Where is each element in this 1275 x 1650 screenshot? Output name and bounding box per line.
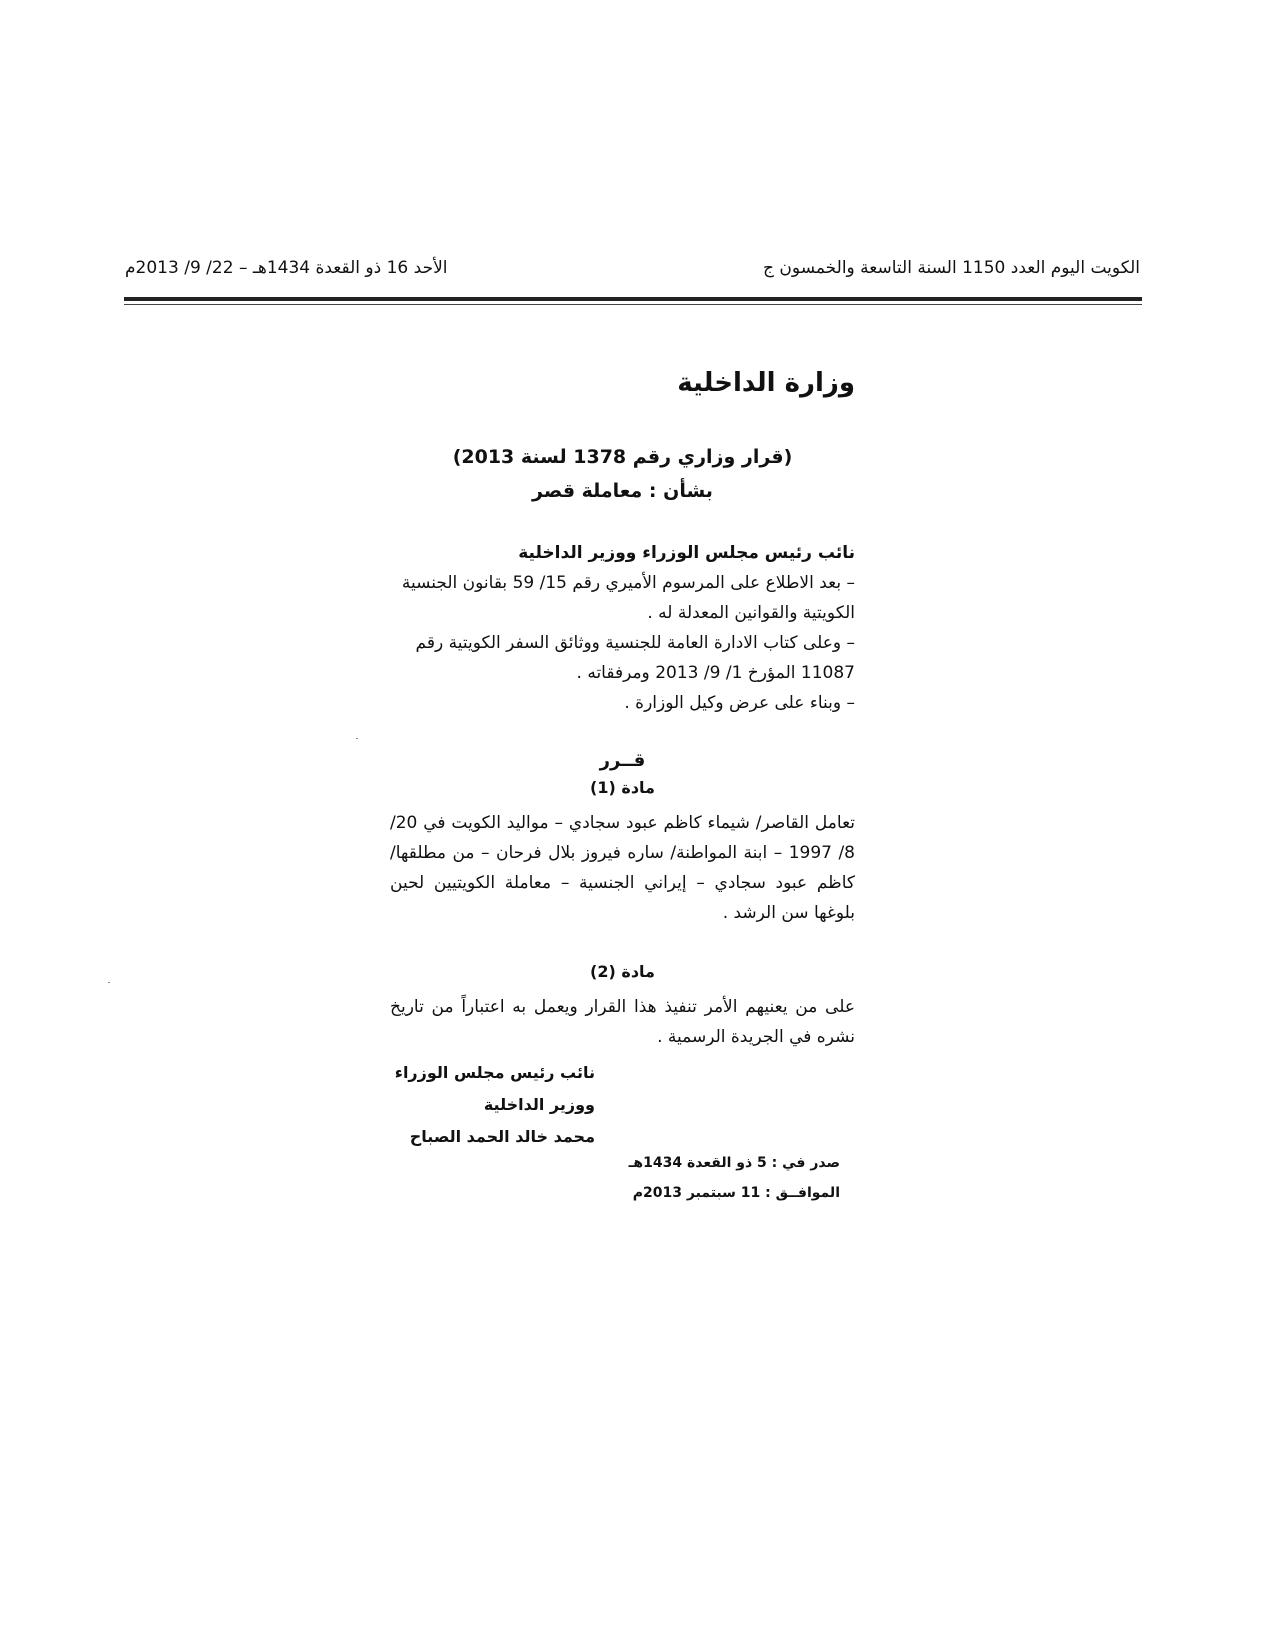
scan-speck [108, 982, 110, 983]
header-rule-thick [124, 297, 1142, 301]
article-1-title: مادة (1) [590, 778, 655, 797]
decided-heading: قــرر [599, 750, 646, 771]
decision-heading [390, 440, 855, 508]
issued-hijri-date: صدر في : 5 ذو القعدة 1434هـ [628, 1155, 840, 1171]
scan-speck [356, 738, 358, 739]
issued-gregorian-date: الموافــق : 11 سبتمبر 2013م [632, 1185, 840, 1201]
running-header-issue: الكويت اليوم العدد 1150 السنة التاسعة والخمسون ج [763, 258, 1140, 278]
signature-name: محمد خالد الحمد الصباح [409, 1127, 595, 1146]
article-2-text: على من يعنيهم الأمر تنفيذ هذا القرار ويعمل به اعتباراً من تاريخ نشره في الجريدة الرسمية . [390, 997, 855, 1047]
preamble-paragraph: – بعد الاطلاع على المرسوم الأميري رقم 15/ 59 بقانون الجنسية الكويتية والقوانين المعدلة له . [401, 573, 855, 623]
header-rule-thin [124, 304, 1142, 305]
preamble [390, 538, 855, 718]
preamble-paragraph: – وبناء على عرض وكيل الوزارة . [624, 693, 855, 713]
signature-block [395, 1057, 595, 1153]
decision-number: (قرار وزاري رقم 1378 لسنة 2013) [452, 446, 793, 468]
signature-title-line-1: نائب رئيس مجلس الوزراء [394, 1063, 595, 1082]
article-2-title: مادة (2) [590, 962, 655, 981]
ministry-title: وزارة الداخلية [677, 368, 855, 398]
issued-date-block [629, 1148, 840, 1208]
decision-subject: بشأن : معاملة قصر [532, 480, 713, 502]
running-header-date: الأحد 16 ذو القعدة 1434هـ – 22/ 9/ 2013م [125, 258, 448, 278]
signature-title-line-2: ووزير الداخلية [483, 1095, 595, 1114]
article-1-text: تعامل القاصر/ شيماء كاظم عبود سجادي – مواليد الكويت في 20/ 8/ 1997 – ابنة المواطنة/ ساره فيروز بلال فرحان – من مطلقها/ كاظم عبود سجادي – إيراني الجنسية – معاملة الكويتيين لحين بلوغها سن الرشد . [390, 813, 855, 923]
preamble-paragraph: – وعلى كتاب الادارة العامة للجنسية ووثائق السفر الكويتية رقم 11087 المؤرخ 1/ 9/ 2013 ومرفقاته . [415, 633, 855, 683]
preamble-issuer: نائب رئيس مجلس الوزراء ووزير الداخلية [518, 543, 855, 563]
